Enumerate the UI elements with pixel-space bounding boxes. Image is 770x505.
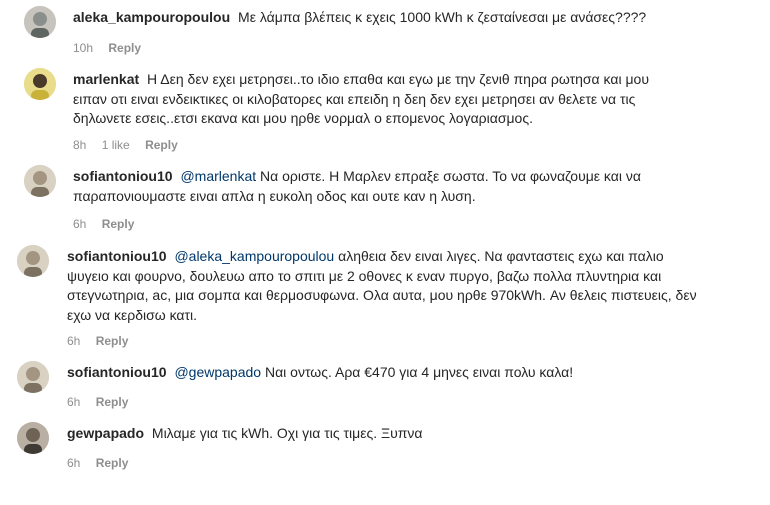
reply-button[interactable]: Reply <box>101 217 135 231</box>
comment-meta <box>67 456 140 470</box>
user-avatar-icon <box>17 245 49 277</box>
comment-username[interactable]: marlenkat <box>73 71 140 87</box>
comment-mention[interactable]: @gewpapado <box>174 364 262 380</box>
comment-text: Μιλαμε για τις kWh. Οχι για τις τιμες. Ξυπνα <box>151 425 423 441</box>
comment-text: Με λάμπα βλέπεις κ εχεις 1000 kWh κ ζεσταίνεσαι με ανάσες???? <box>238 9 647 25</box>
user-avatar-icon <box>24 68 56 100</box>
comment-time[interactable]: 6h <box>73 217 87 231</box>
comment-meta <box>73 138 190 152</box>
avatar[interactable] <box>17 245 49 277</box>
avatar[interactable] <box>24 68 56 100</box>
reply-button[interactable]: Reply <box>95 456 129 470</box>
comment-body <box>73 8 713 28</box>
comment-mention[interactable]: @aleka_kampouropoulou <box>174 248 335 264</box>
comment-time[interactable]: 6h <box>67 456 81 470</box>
comment-text: αληθεια δεν ειναι λιγες. Να φανταστεις εχω και παλιο ψυγειο και φουρνο, δουλευω απο το σπιτι με 2 οθονες κ εναν πυργο, βαζω πολλα πλυντηρια και στεγνωτηρια, ac, μια σομπα και θερμοσυφωνα. Ολα αυτα, μου ηρθε 970kWh. Αν θελεις πιστευεις, δεν εχω να κερδισω κατι. <box>67 248 697 323</box>
comment-meta <box>67 395 140 409</box>
avatar[interactable] <box>17 422 49 454</box>
reply-button[interactable]: Reply <box>95 334 129 348</box>
comment-body <box>67 363 727 383</box>
comment-meta <box>67 334 140 348</box>
reply-button[interactable]: Reply <box>95 395 129 409</box>
comment-likes[interactable]: 1 like <box>101 138 130 152</box>
user-avatar-icon <box>24 6 56 38</box>
comment-body <box>73 70 663 129</box>
comment-text: Ναι οντως. Αρα €470 για 4 μηνες ειναι πολυ καλα! <box>261 364 574 380</box>
comment-mention[interactable]: @marlenkat <box>180 168 257 184</box>
comment-body <box>67 424 727 444</box>
user-avatar-icon <box>17 361 49 393</box>
user-avatar-icon <box>24 165 56 197</box>
reply-button[interactable]: Reply <box>108 41 142 55</box>
avatar[interactable] <box>24 6 56 38</box>
comment-username[interactable]: sofiantoniou10 <box>67 364 167 380</box>
comment-body <box>67 247 697 325</box>
comment-username[interactable]: gewpapado <box>67 425 145 441</box>
reply-button[interactable]: Reply <box>145 138 178 152</box>
comment-body <box>73 167 653 206</box>
comment-username[interactable]: aleka_kampouropoulou <box>73 9 231 25</box>
avatar[interactable] <box>17 361 49 393</box>
comment-username[interactable]: sofiantoniou10 <box>73 168 173 184</box>
comment-text: Να οριστε. Η Μαρλεν επραξε σωστα. Το να φωναζουμε και να παραπονιουμαστε ειναι απλα η ευκολη οδος και ουτε καν η λυση. <box>73 168 641 204</box>
comment-time[interactable]: 6h <box>67 395 81 409</box>
comment-time[interactable]: 6h <box>67 334 81 348</box>
comment-time[interactable]: 8h <box>73 138 87 152</box>
comment-meta <box>73 217 146 231</box>
avatar[interactable] <box>24 165 56 197</box>
user-avatar-icon <box>17 422 49 454</box>
comment-text: Η Δεη δεν εχει μετρησει..το ιδιο επαθα και εγω με την ζενιθ πηρα ρωτησα και μου ειπαν οτι ειναι ενδεικτικες οι κιλοβατορες και επειδη η δεη δεν εχει μετρησει αν θελετε να τις δηλωνετε εσεις..ετσι εκανα και μου ηρθε νορμαλ ο επομενος λογαριασμος. <box>73 71 649 126</box>
comment-time[interactable]: 10h <box>73 41 94 55</box>
comment-username[interactable]: sofiantoniou10 <box>67 248 167 264</box>
comment-meta <box>73 41 153 55</box>
